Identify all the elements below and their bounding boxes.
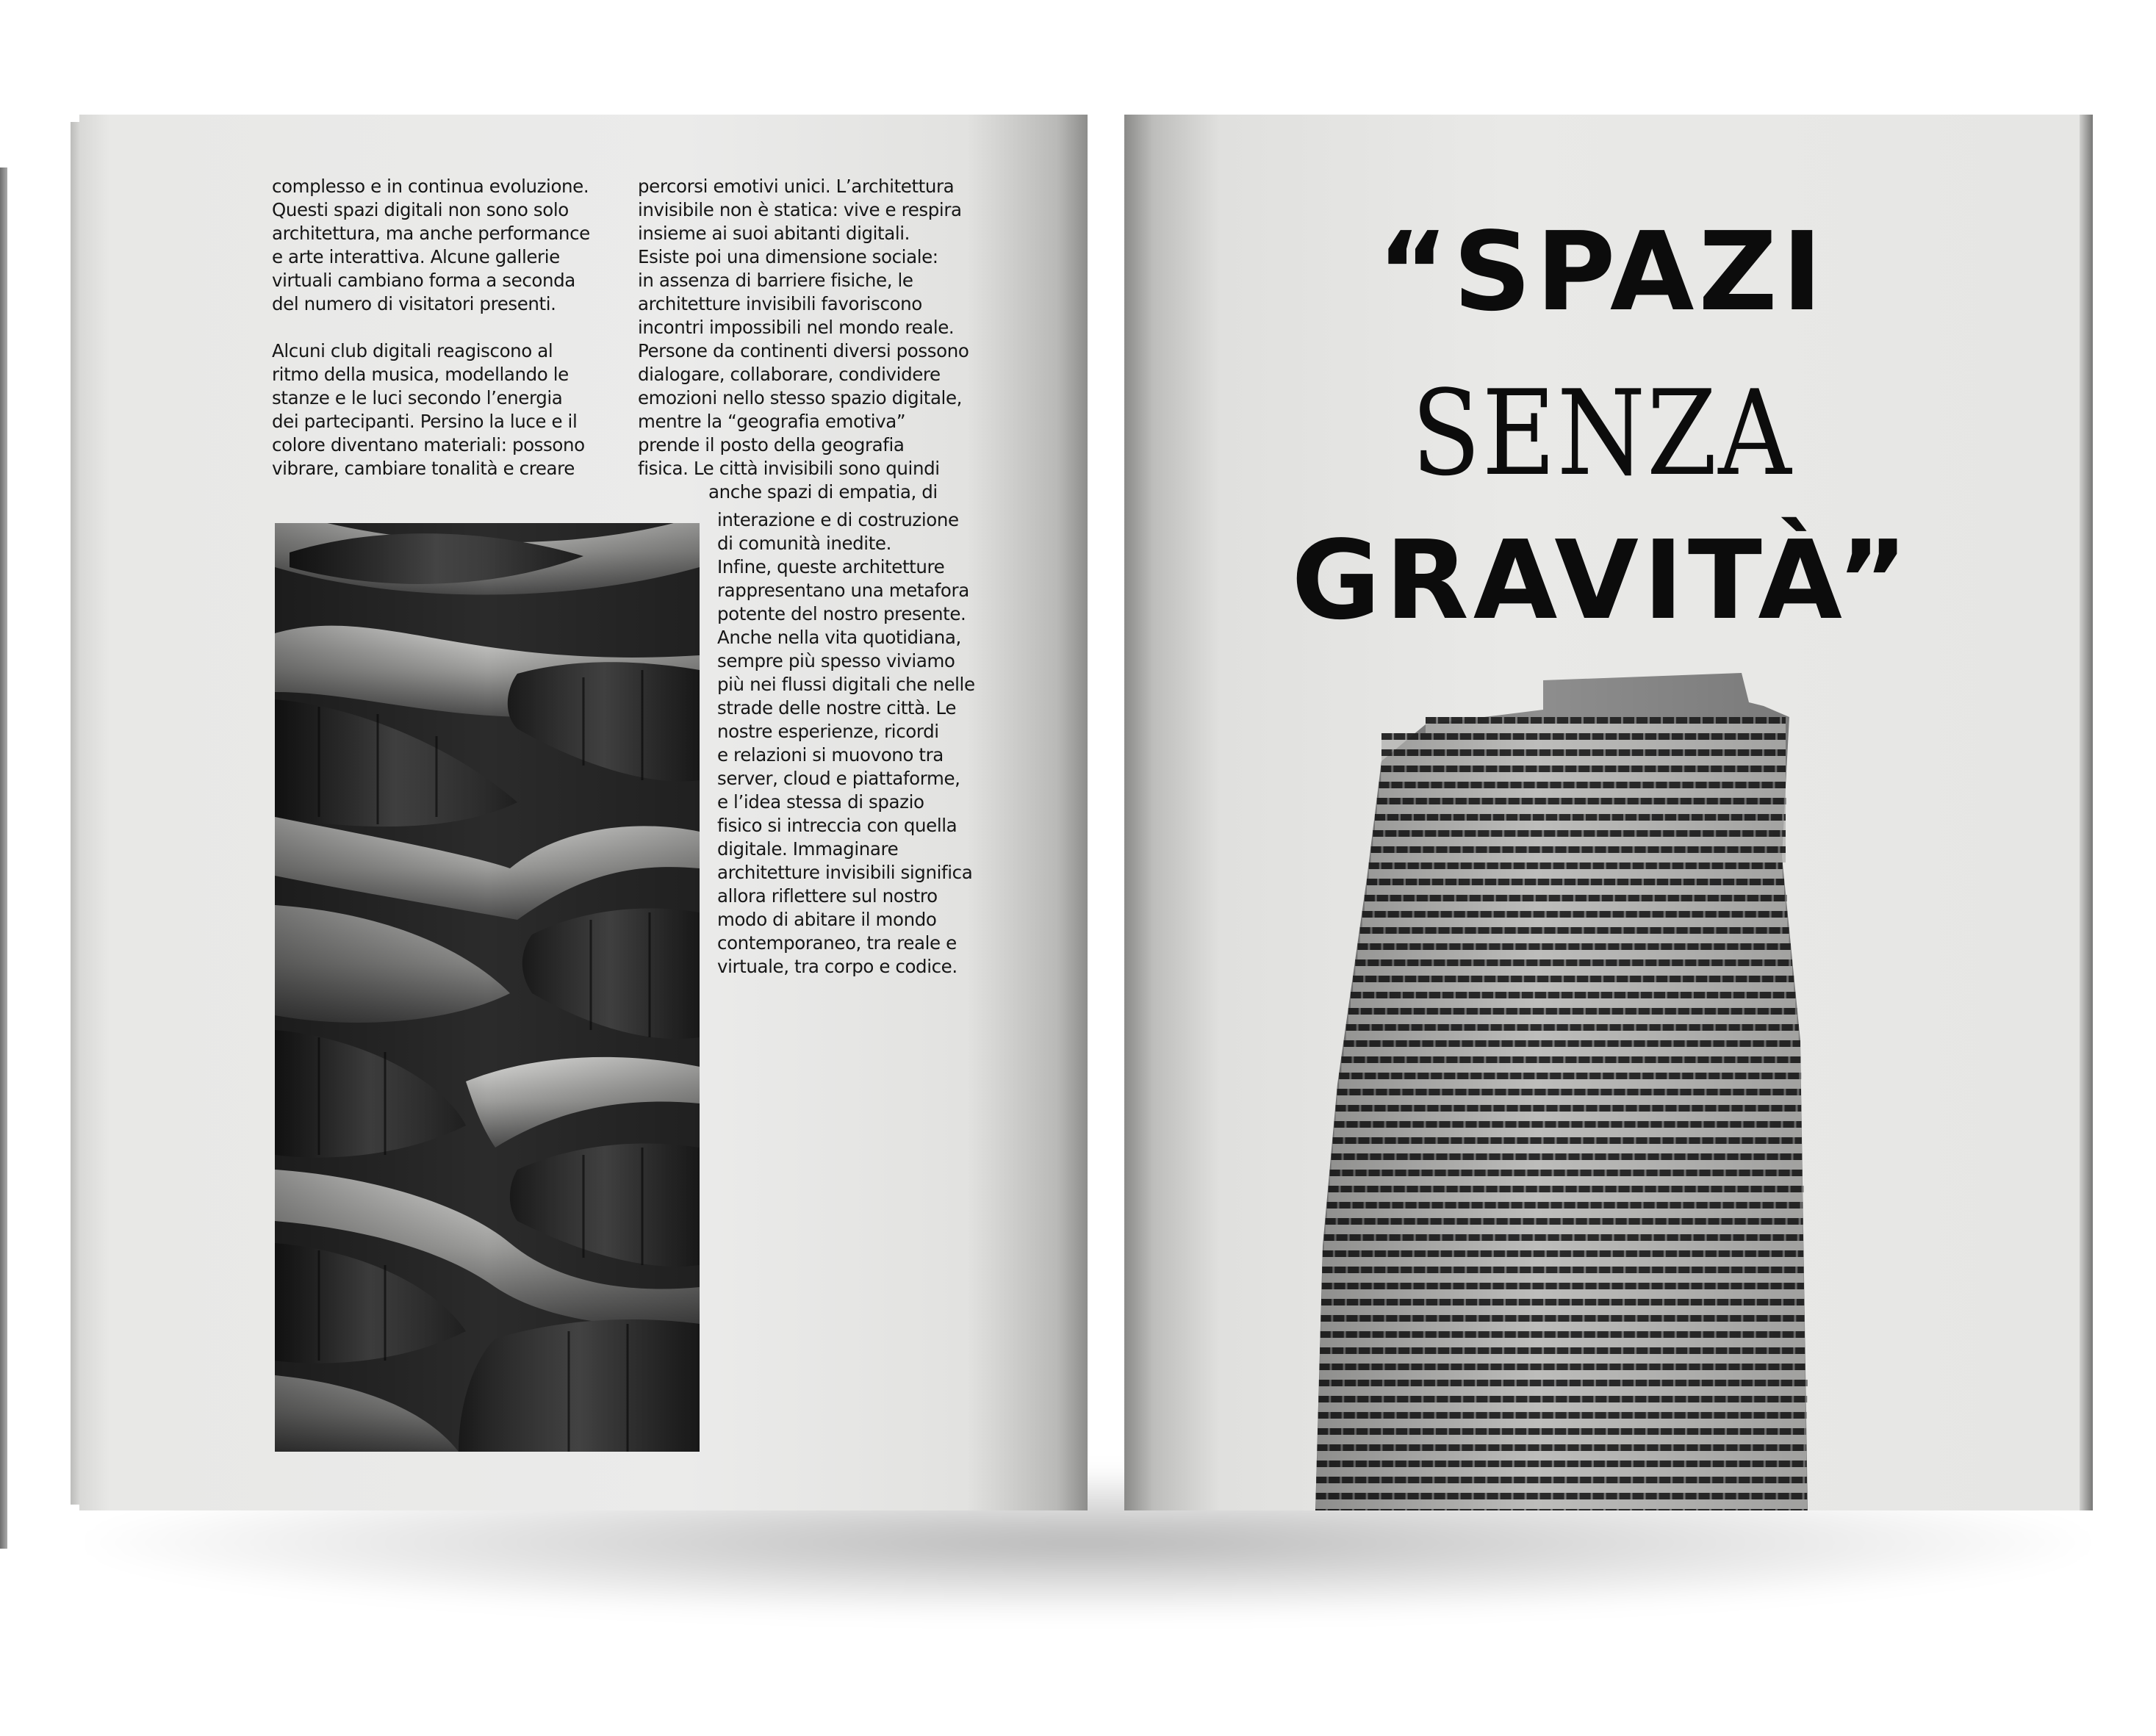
- architecture-facade-photo: [275, 523, 700, 1452]
- body-text-column2-indent: anche spazi di empatia, di: [708, 481, 938, 503]
- tower-mullion: [1392, 733, 1394, 740]
- tower-mullion: [1436, 717, 1438, 724]
- left-page: [79, 115, 1088, 1510]
- adjacent-page-edge: [0, 168, 7, 1549]
- tower-mullion: [1405, 733, 1407, 740]
- body-text-column1-paragraph1: complesso e in continua evoluzione. Questi spazi digitali non sono solo architettura, ma anche performance e arte interattiva. Alcune gallerie virtuali cambiano forma a seconda del numero di visitatori presenti.: [272, 176, 590, 314]
- body-text-column2-top: percorsi emotivi unici. L’architettura invisibile non è statica: vive e respira insieme ai suoi abitanti digitali. Esiste poi una dimensione sociale: in assenza di barriere fisiche, le architetture invisibili favoriscono incontri impossibili nel mondo reale. Persone da continenti diversi possono dialogare, collaborare, condividere emozioni nello stesso spazio digitale, mentre la “geografia emotiva” prende il posto della geografia fisica. Le città invisibili sono quindi: [638, 176, 969, 479]
- headline-line-3: GRAVITÀ”: [1291, 517, 1913, 644]
- body-text-column1-paragraph2: Alcuni club digitali reagiscono al ritmo della musica, modellando le stanze e le luci secondo l’energia dei partecipanti. Persino la luce e il colore diventano materiali: possono vibrare, cambiare tonalità e creare: [272, 340, 585, 479]
- right-page: [1124, 115, 2080, 1510]
- headline-line-1: “SPAZI: [1377, 209, 1827, 335]
- skyscraper-photo: [1308, 673, 1918, 1510]
- tower-mullion: [1805, 1380, 1808, 1386]
- body-text-column2-bottom: interazione e di costruzione di comunità inedite. Infine, queste architetture rappresentano una metafora potente del nostro presente. Anche nella vita quotidiana, sempre più spesso viviamo più nei flussi digitali che nelle strade delle nostre città. Le nostre esperienze, ricordi e relazioni si muovono tra server, cloud e piattaforme, e l’idea stessa di spazio fisico si intreccia con quella digitale. Immaginare architetture invisibili significa allora riflettere sul nostro modo di abitare il mondo contemporaneo, tra reale e virtuale, tra corpo e codice.: [717, 509, 975, 977]
- right-page-stack: [2080, 115, 2093, 1510]
- facade-photo-graphic: [275, 523, 700, 1452]
- headline-line-2: SENZA: [1411, 364, 1793, 502]
- skyscraper-graphic: [1308, 673, 1918, 1510]
